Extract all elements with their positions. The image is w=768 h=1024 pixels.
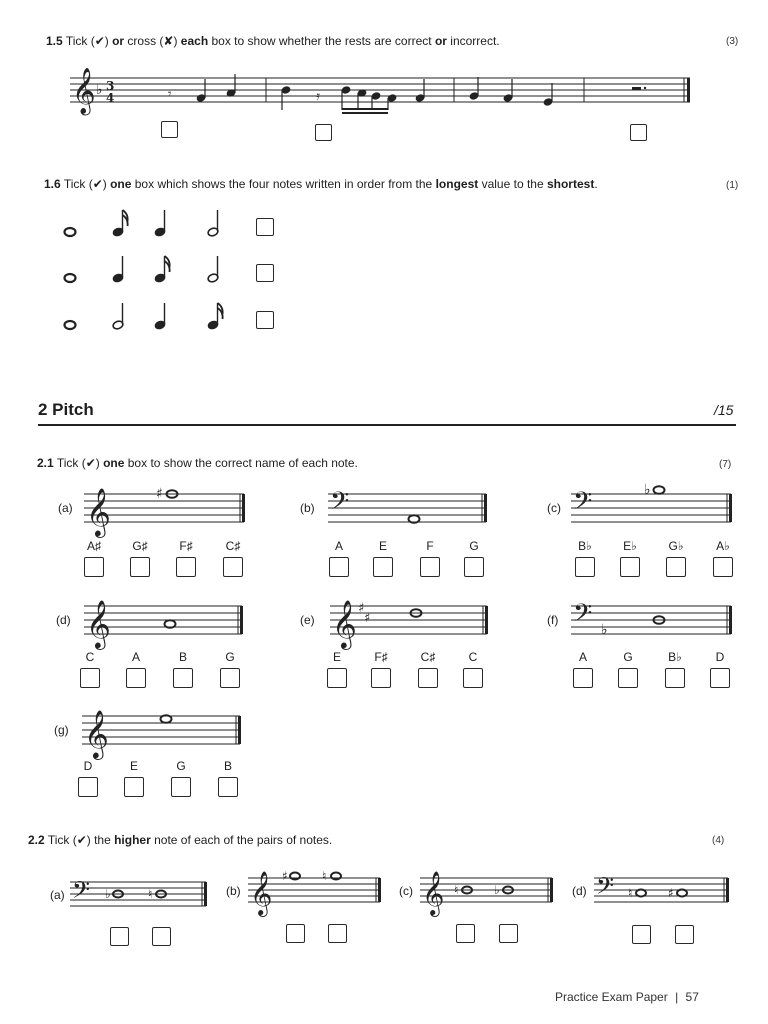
q21-g-opt-1: D [83, 759, 93, 773]
q21-e-box-1[interactable] [327, 668, 347, 688]
q16-marks: (1) [726, 180, 739, 191]
q16-bold-longest: longest [435, 177, 479, 191]
q21-e-stave [330, 596, 495, 646]
q21-d-opt-1: C [85, 650, 95, 664]
q21-a-opt-3: F♯ [179, 539, 193, 553]
q21-b-box-4[interactable] [464, 557, 484, 577]
q16-box-3[interactable] [256, 311, 274, 329]
q21-c-stave [571, 484, 736, 534]
semibreve-note-icon [65, 321, 76, 329]
semiquaver-note-icon [207, 303, 223, 330]
footer-title: Practice Exam Paper [555, 990, 668, 1004]
svg-text:𝄢: 𝄢 [596, 872, 615, 905]
q21-text: box to show the correct name of each note. [124, 456, 358, 470]
q16-bold-shortest: shortest [546, 177, 595, 191]
q21-c-box-2[interactable] [620, 557, 640, 577]
q22-d-stave [594, 870, 734, 914]
q22-bold-higher: higher [114, 833, 151, 847]
q21-bold-one: one [103, 456, 125, 470]
semiquaver-note-icon [112, 210, 128, 237]
q21-d-label: (d) [56, 613, 71, 627]
q21-a-stave [84, 484, 249, 534]
q21-b-opt-2: E [378, 539, 387, 553]
q16-bold-one: one [110, 177, 132, 191]
svg-text:♭: ♭ [601, 622, 608, 638]
q15-box-1[interactable] [161, 121, 178, 138]
q15-box-3[interactable] [630, 124, 647, 141]
q21-f-opt-3: B♭ [668, 650, 682, 664]
q21-marks: (7) [719, 459, 732, 470]
q22-marks: (4) [712, 835, 725, 846]
q21-c-label: (c) [547, 501, 561, 515]
q21-d-box-1[interactable] [80, 668, 100, 688]
q21-f-box-3[interactable] [665, 668, 685, 688]
q21-b-box-2[interactable] [373, 557, 393, 577]
svg-text:𝄢: 𝄢 [573, 487, 593, 522]
footer-separator: | [675, 990, 679, 1004]
q21-b-stave [328, 484, 493, 534]
q21-d-stave [84, 596, 249, 646]
q21-a-opt-2: G♯ [132, 539, 148, 553]
q21-g-box-4[interactable] [218, 777, 238, 797]
crotchet-note-icon [154, 303, 166, 330]
svg-text:𝄿: 𝄿 [316, 89, 320, 104]
q21-b-label: (b) [300, 501, 315, 515]
q15-time-top: 3 [106, 79, 115, 93]
semiquaver-note-icon [154, 256, 170, 283]
svg-text:♭: ♭ [644, 482, 651, 498]
q22-b-box-2[interactable] [328, 924, 347, 943]
q16-box-2[interactable] [256, 264, 274, 282]
q16-instruction [44, 177, 598, 191]
q21-c-box-3[interactable] [666, 557, 686, 577]
q22-d-box-2[interactable] [675, 925, 694, 944]
q21-a-box-4[interactable] [223, 557, 243, 577]
q22-instruction [28, 833, 332, 847]
q16-text: box which shows the four notes written in order from the [131, 177, 436, 191]
q21-b-opt-3: F [426, 539, 434, 553]
q21-f-opt-2: G [623, 650, 633, 664]
svg-text:♯: ♯ [358, 601, 365, 616]
q21-b-box-1[interactable] [329, 557, 349, 577]
q21-d-box-3[interactable] [173, 668, 193, 688]
minim-note-icon [207, 210, 219, 237]
crotchet-note-icon [154, 210, 166, 237]
q21-c-opt-4: A♭ [716, 539, 730, 553]
crotchet-note-icon [112, 256, 124, 283]
q21-e-opt-1: E [332, 650, 341, 664]
q22-b-stave [248, 866, 388, 915]
q21-b-opt-4: G [469, 539, 479, 553]
q21-d-box-2[interactable] [126, 668, 146, 688]
svg-text:♮: ♮ [628, 886, 633, 900]
q21-d-box-4[interactable] [220, 668, 240, 688]
q21-c-box-4[interactable] [713, 557, 733, 577]
q15-bold-or: or [112, 34, 125, 48]
svg-text:𝄢: 𝄢 [72, 876, 91, 909]
q22-a-box-2[interactable] [152, 927, 171, 946]
q21-d-opt-3: B [178, 650, 187, 664]
q16-text: value to the [478, 177, 547, 191]
svg-text:𝄾: 𝄾 [168, 87, 172, 102]
q21-e-opt-3: C♯ [420, 650, 436, 664]
q21-g-opt-3: G [176, 759, 186, 773]
q21-e-box-4[interactable] [463, 668, 483, 688]
q21-a-box-3[interactable] [176, 557, 196, 577]
svg-text:♮: ♮ [322, 869, 327, 883]
q15-instruction [46, 34, 500, 48]
q22-c-box-1[interactable] [456, 924, 475, 943]
q15-bold-each: each [180, 34, 209, 48]
svg-text:♯: ♯ [156, 486, 163, 502]
svg-text:♯: ♯ [364, 611, 371, 626]
svg-text:𝄞: 𝄞 [86, 599, 111, 648]
q21-c-opt-1: B♭ [578, 539, 592, 553]
semibreve-note-icon [65, 274, 76, 282]
q21-e-box-3[interactable] [418, 668, 438, 688]
q15-text: cross (✘) [124, 34, 181, 48]
q15-bold-or2: or [434, 34, 447, 48]
section-2-rule [38, 424, 736, 426]
semibreve-note-icon [65, 228, 76, 236]
q22-a-stave [70, 874, 210, 918]
q22-d-label: (d) [572, 884, 587, 898]
svg-text:𝄢: 𝄢 [330, 487, 350, 522]
q15-box-2[interactable] [315, 124, 332, 141]
q21-a-opt-1: A♯ [86, 539, 101, 553]
svg-text:𝄞: 𝄞 [86, 487, 111, 536]
q21-c-opt-3: G♭ [668, 539, 684, 553]
q22-a-label: (a) [50, 888, 65, 902]
q21-c-box-1[interactable] [575, 557, 595, 577]
q15-text: Tick (✔) [65, 34, 113, 48]
q21-a-label: (a) [58, 501, 73, 515]
q21-f-box-4[interactable] [710, 668, 730, 688]
q21-g-box-2[interactable] [124, 777, 144, 797]
q22-c-box-2[interactable] [499, 924, 518, 943]
q21-a-opt-4: C♯ [225, 539, 241, 553]
q21-g-opt-4: B [223, 759, 232, 773]
section-2-title: 2 Pitch [38, 400, 94, 419]
page-number: 57 [685, 990, 699, 1004]
q21-f-opt-1: A [578, 650, 587, 664]
q21-text: Tick (✔) [56, 456, 104, 470]
svg-text:♮: ♮ [454, 883, 459, 897]
minim-note-icon [112, 303, 124, 330]
q21-g-stave [82, 706, 247, 756]
q15-stave [70, 68, 695, 118]
svg-text:𝄢: 𝄢 [573, 599, 593, 634]
svg-text:♭: ♭ [494, 883, 500, 897]
q15-number: 1.5 [46, 34, 63, 48]
svg-text:♮: ♮ [148, 887, 153, 901]
q21-d-opt-4: G [225, 650, 235, 664]
q22-number: 2.2 [28, 833, 45, 847]
q21-e-box-2[interactable] [371, 668, 391, 688]
q21-g-box-1[interactable] [78, 777, 98, 797]
svg-text:𝄞: 𝄞 [84, 709, 109, 758]
q22-text: note of each of the pairs of notes. [150, 833, 333, 847]
svg-text:♭: ♭ [105, 887, 111, 901]
q15-marks: (3) [726, 36, 739, 47]
svg-text:𝄞: 𝄞 [422, 871, 445, 915]
page-footer [555, 990, 699, 1004]
q21-instruction [37, 456, 358, 470]
section-2-score: /15 [714, 402, 734, 418]
q22-d-box-1[interactable] [632, 925, 651, 944]
q21-c-opt-2: E♭ [623, 539, 637, 553]
q16-box-1[interactable] [256, 218, 274, 236]
q15-text: box to show whether the rests are correct [208, 34, 435, 48]
q21-f-stave [571, 596, 736, 646]
q21-a-box-1[interactable] [84, 557, 104, 577]
q21-e-opt-2: F♯ [374, 650, 388, 664]
q21-b-opt-1: A [334, 539, 343, 553]
q22-text: Tick (✔) the [47, 833, 115, 847]
q16-note-rows [50, 205, 250, 345]
q21-g-label: (g) [54, 723, 69, 737]
q22-c-label: (c) [399, 884, 413, 898]
q21-d-opt-2: A [131, 650, 140, 664]
q16-text: . [594, 177, 598, 191]
q21-f-box-1[interactable] [573, 668, 593, 688]
svg-text:♭: ♭ [96, 82, 103, 98]
svg-text:𝄞: 𝄞 [250, 871, 273, 915]
q21-e-opt-4: C [468, 650, 478, 664]
q15-time-bottom: 4 [106, 91, 115, 105]
svg-text:𝄞: 𝄞 [332, 599, 357, 648]
q21-g-box-3[interactable] [171, 777, 191, 797]
q21-number: 2.1 [37, 456, 54, 470]
q16-number: 1.6 [44, 177, 61, 191]
svg-text:♯: ♯ [282, 869, 288, 883]
q22-b-label: (b) [226, 884, 241, 898]
q21-e-label: (e) [300, 613, 315, 627]
q21-g-opt-2: E [129, 759, 138, 773]
q22-a-box-1[interactable] [110, 927, 129, 946]
minim-note-icon [207, 256, 219, 283]
q16-text: Tick (✔) [63, 177, 111, 191]
q21-f-box-2[interactable] [618, 668, 638, 688]
q22-b-box-1[interactable] [286, 924, 305, 943]
q22-c-stave [420, 866, 560, 915]
q21-b-box-3[interactable] [420, 557, 440, 577]
svg-text:♯: ♯ [668, 886, 674, 900]
q21-a-box-2[interactable] [130, 557, 150, 577]
q21-f-opt-4: D [715, 650, 725, 664]
svg-text:𝄞: 𝄞 [72, 68, 96, 114]
q15-text: incorrect. [446, 34, 500, 48]
q21-f-label: (f) [547, 613, 559, 627]
